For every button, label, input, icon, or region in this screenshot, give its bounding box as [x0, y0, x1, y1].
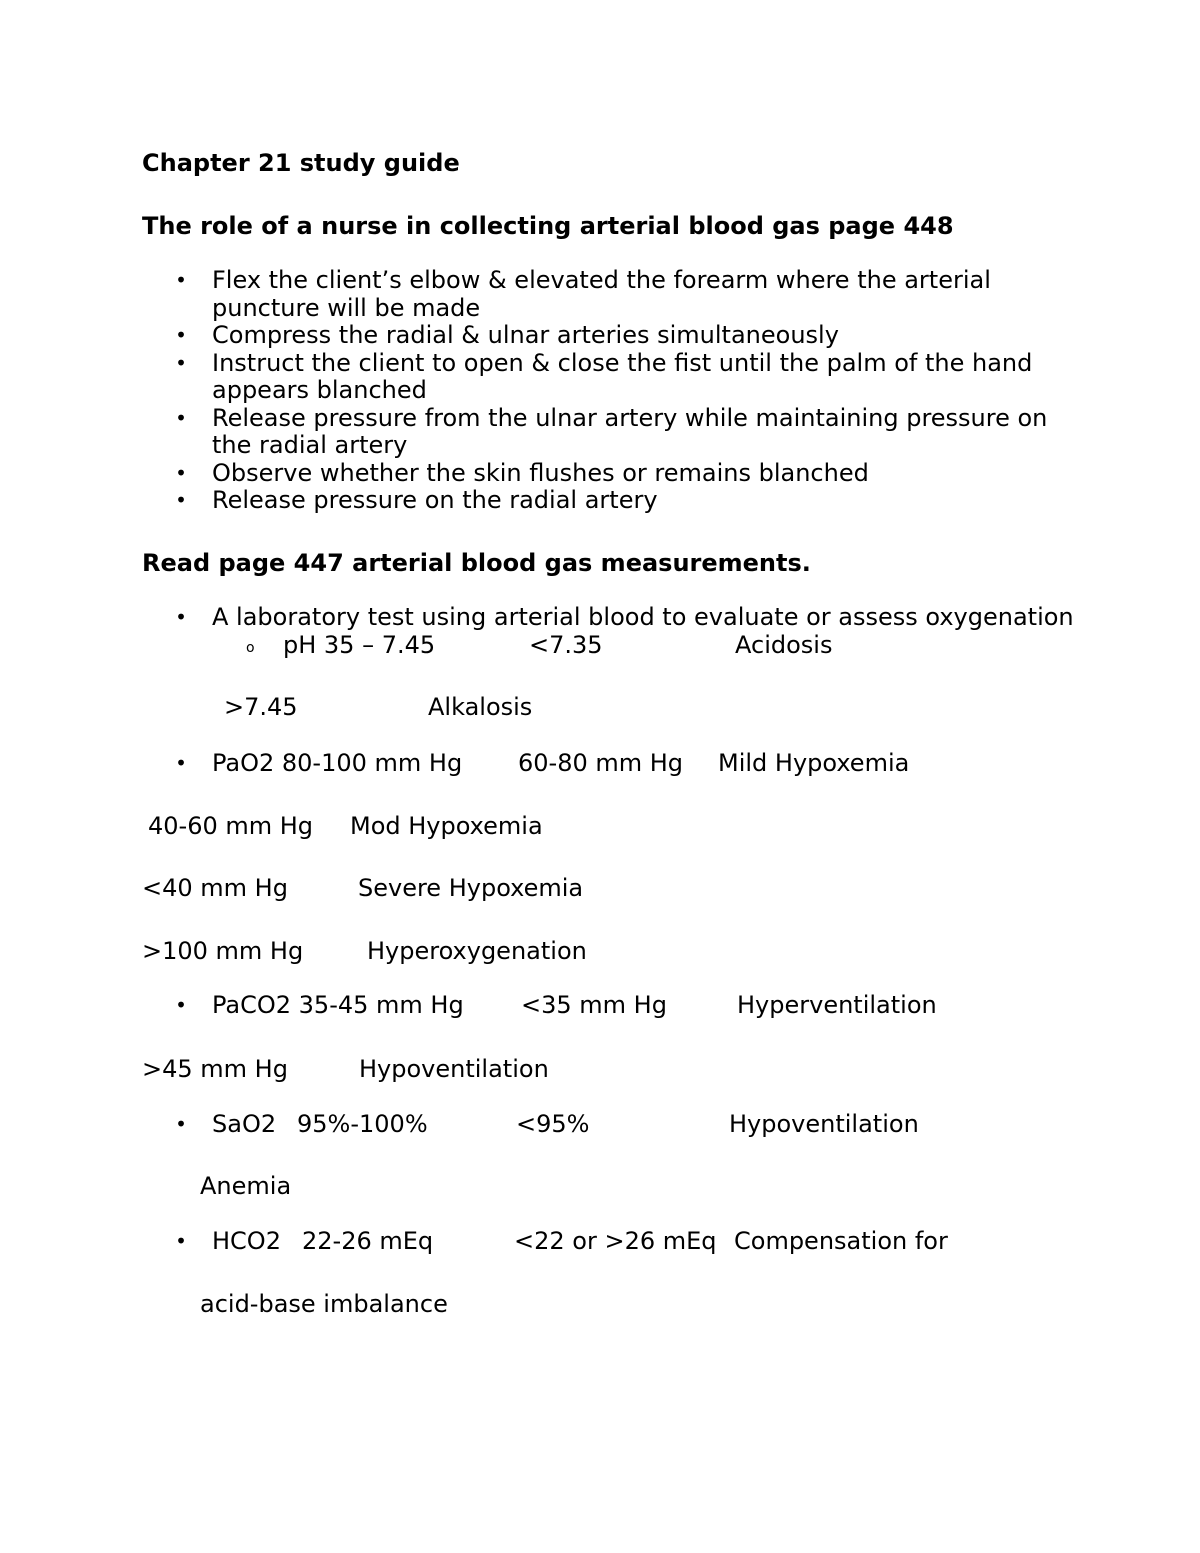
list-item: Observe whether the skin flushes or remains blanched [212, 459, 869, 487]
bullet-icon: • [175, 461, 187, 485]
paco2-normal-range: PaCO2 35-45 mm Hg [212, 991, 464, 1019]
paco2-low-label: Hyperventilation [737, 991, 937, 1019]
paco2-high-value: >45 mm Hg [142, 1055, 288, 1083]
list-item: puncture will be made [212, 294, 481, 322]
pao2-range-1: 60-80 mm Hg [518, 749, 684, 777]
pao2-range-3-label: Severe Hypoxemia [358, 874, 584, 902]
section-heading-abg-collection: The role of a nurse in collecting arterial blood gas page 448 [142, 212, 954, 240]
bullet-icon: • [175, 1112, 187, 1136]
bullet-icon: • [175, 993, 187, 1017]
list-item: Instruct the client to open & close the fist until the palm of the hand [212, 349, 1033, 377]
bullet-icon: • [175, 488, 187, 512]
sub-bullet-icon: o [246, 640, 255, 656]
pao2-range-1-label: Mild Hypoxemia [718, 749, 910, 777]
hco2-name: HCO2 [212, 1227, 281, 1255]
list-item: Flex the client’s elbow & elevated the forearm where the arterial [212, 266, 991, 294]
ph-normal-range: pH 35 – 7.45 [283, 631, 436, 659]
ph-low-value: <7.35 [529, 631, 603, 659]
sao2-normal-range: 95%-100% [297, 1110, 428, 1138]
paco2-low-value: <35 mm Hg [521, 991, 667, 1019]
hco2-abnormal-value: <22 or >26 mEq [514, 1227, 717, 1255]
bullet-icon: • [175, 323, 187, 347]
ph-high-value: >7.45 [224, 693, 298, 721]
bullet-icon: • [175, 268, 187, 292]
sao2-name: SaO2 [212, 1110, 277, 1138]
pao2-range-2: 40-60 mm Hg [148, 812, 314, 840]
hco2-abnormal-label: Compensation for [734, 1227, 948, 1255]
list-item: Compress the radial & ulnar arteries simultaneously [212, 321, 839, 349]
bullet-icon: • [175, 751, 187, 775]
bullet-icon: • [175, 605, 187, 629]
bullet-icon: • [175, 406, 187, 430]
list-item: Release pressure on the radial artery [212, 486, 658, 514]
list-item: the radial artery [212, 431, 408, 459]
hco2-normal-range: 22-26 mEq [302, 1227, 434, 1255]
ph-high-label: Alkalosis [428, 693, 533, 721]
sao2-low-label: Hypoventilation [729, 1110, 919, 1138]
page-title: Chapter 21 study guide [142, 149, 460, 177]
sao2-low-label-2: Anemia [200, 1172, 292, 1200]
paco2-high-label: Hypoventilation [359, 1055, 549, 1083]
bullet-icon: • [175, 1229, 187, 1253]
section-heading-abg-measurements: Read page 447 arterial blood gas measurements. [142, 549, 811, 577]
pao2-range-3: <40 mm Hg [142, 874, 288, 902]
bullet-icon: • [175, 351, 187, 375]
sao2-low-value: <95% [516, 1110, 590, 1138]
list-item: A laboratory test using arterial blood to evaluate or assess oxygenation [212, 603, 1074, 631]
pao2-range-4: >100 mm Hg [142, 937, 304, 965]
pao2-range-4-label: Hyperoxygenation [367, 937, 587, 965]
hco2-abnormal-label-2: acid-base imbalance [200, 1290, 448, 1318]
list-item: appears blanched [212, 376, 427, 404]
list-item: Release pressure from the ulnar artery while maintaining pressure on [212, 404, 1048, 432]
pao2-normal-range: PaO2 80-100 mm Hg [212, 749, 463, 777]
pao2-range-2-label: Mod Hypoxemia [350, 812, 543, 840]
ph-low-label: Acidosis [735, 631, 833, 659]
